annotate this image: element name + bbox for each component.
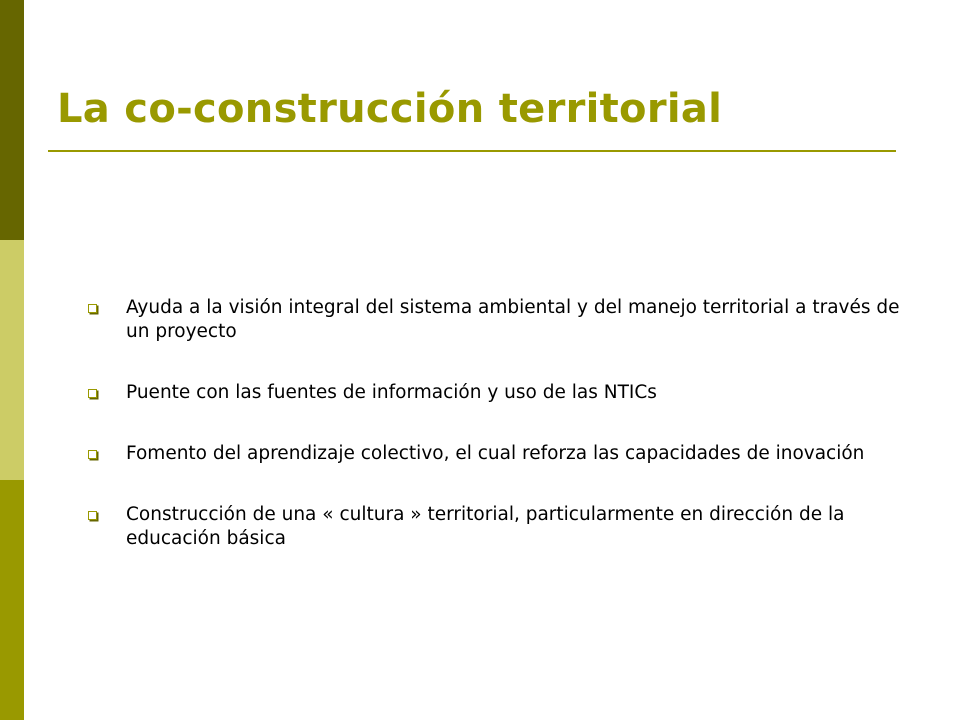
side-bar-olive-segment <box>0 480 24 720</box>
bullet-item <box>88 296 928 344</box>
bullet-item <box>88 442 928 466</box>
title-underline <box>48 150 896 152</box>
hollow-square-bullet-icon <box>88 511 97 520</box>
bullet-text: Construcción de una « cultura » territorial, particularmente en dirección de la educación básica <box>126 504 845 549</box>
side-bar-light-segment <box>0 240 24 480</box>
side-bar-dark-segment <box>0 0 24 240</box>
hollow-square-bullet-icon <box>88 304 97 313</box>
bullet-text: Fomento del aprendizaje colectivo, el cual reforza las capacidades de inovación <box>126 443 865 464</box>
bullet-text: Puente con las fuentes de información y uso de las NTICs <box>126 382 657 403</box>
bullet-item <box>88 381 928 405</box>
slide-title: La co-construcción territorial <box>57 86 723 132</box>
bullet-item <box>88 503 928 551</box>
bullet-list <box>88 296 928 588</box>
hollow-square-bullet-icon <box>88 389 97 398</box>
hollow-square-bullet-icon <box>88 450 97 459</box>
bullet-text: Ayuda a la visión integral del sistema ambiental y del manejo territorial a través de un proyecto <box>126 297 900 342</box>
